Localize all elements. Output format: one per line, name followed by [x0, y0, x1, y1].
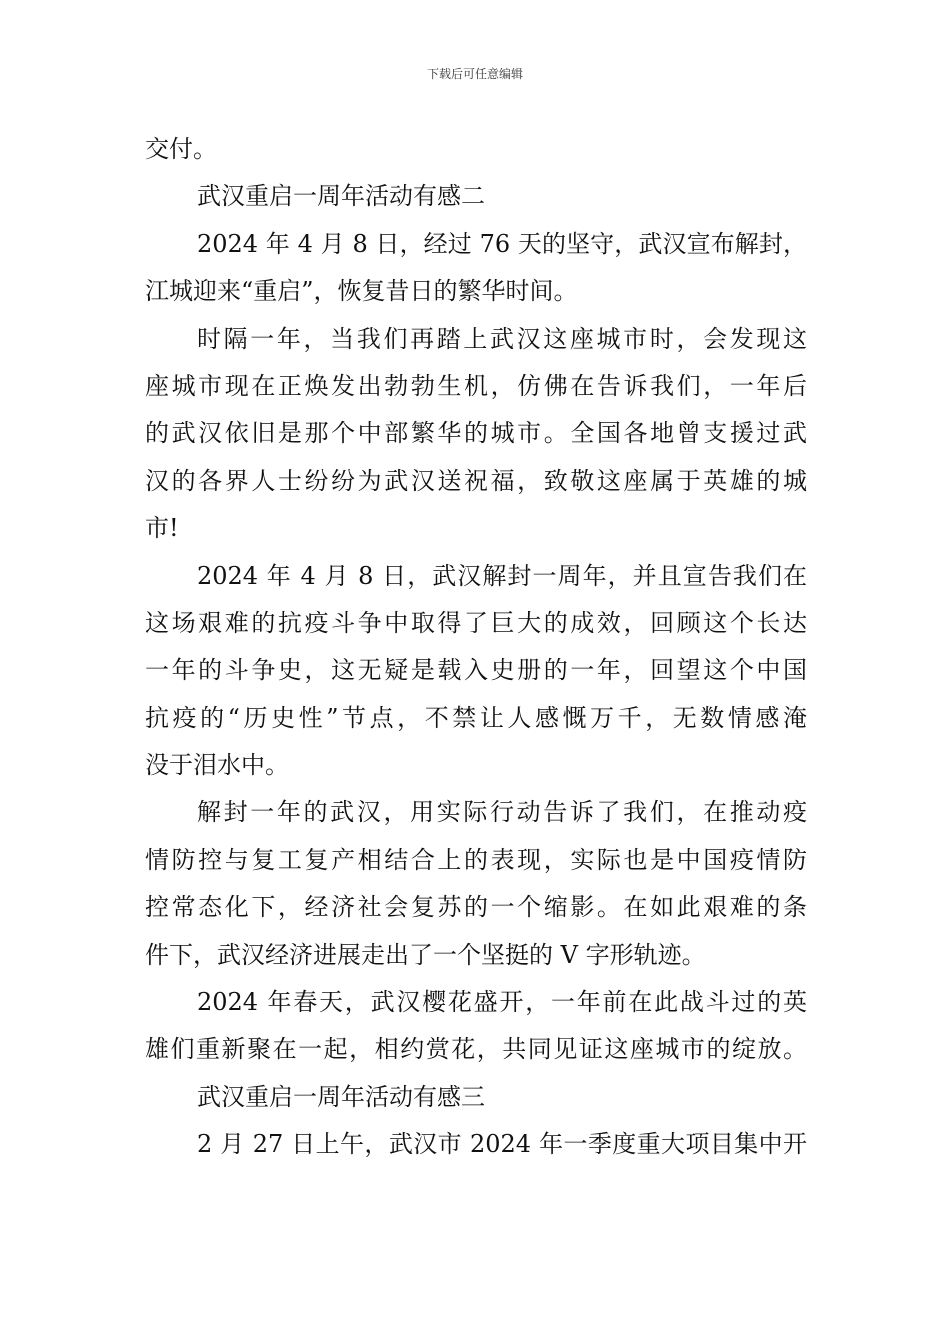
text-line: 情防控与复工复产相结合上的表现，实际也是中国疫情防: [145, 845, 807, 874]
text-line: 2024 年 4 月 8 日，经过 76 天的坚守，武汉宣布解封，: [197, 229, 807, 258]
text-line: 2 月 27 日上午，武汉市 2024 年一季度重大项目集中开: [197, 1130, 807, 1159]
text-line: 解封一年的武汉，用实际行动告诉了我们，在推动疫: [197, 798, 807, 827]
text-line: 抗疫的“历史性”节点，不禁让人感慨万千，无数情感淹: [145, 703, 807, 732]
document-body: [145, 126, 807, 1169]
text-line: 市!: [145, 514, 179, 543]
text-line: 交付。: [145, 135, 217, 163]
text-line: 没于泪水中。: [145, 751, 289, 780]
text-line: 时隔一年，当我们再踏上武汉这座城市时，会发现这: [197, 324, 807, 353]
text-line: 件下，武汉经济进展走出了一个坚挺的 V 字形轨迹。: [145, 940, 706, 969]
page-header-note: 下载后可任意编辑: [426, 67, 523, 81]
text-line: 控常态化下，经济社会复苏的一个缩影。在如此艰难的条: [145, 893, 807, 922]
text-line: 雄们重新聚在一起，相约赏花，共同见证这座城市的绽放。: [145, 1035, 807, 1064]
text-line: 一年的斗争史，这无疑是载入史册的一年，回望这个中国: [145, 656, 807, 685]
text-line: 2024 年春天，武汉樱花盛开，一年前在此战斗过的英: [197, 988, 807, 1017]
text-line: 的武汉依旧是那个中部繁华的城市。全国各地曾支援过武: [145, 419, 807, 448]
text-line: 汉的各界人士纷纷为武汉送祝福，致敬这座属于英雄的城: [145, 466, 807, 495]
text-line: 2024 年 4 月 8 日，武汉解封一周年，并且宣告我们在: [197, 561, 807, 590]
text-line: 武汉重启一周年活动有感三: [197, 1082, 485, 1111]
text-line: 江城迎来“重启”，恢复昔日的繁华时间。: [145, 277, 578, 306]
text-line: 这场艰难的抗疫斗争中取得了巨大的成效，回顾这个长达: [145, 608, 807, 637]
text-line: 武汉重启一周年活动有感二: [197, 182, 485, 211]
text-line: 座城市现在正焕发出勃勃生机，仿佛在告诉我们，一年后: [145, 371, 807, 400]
